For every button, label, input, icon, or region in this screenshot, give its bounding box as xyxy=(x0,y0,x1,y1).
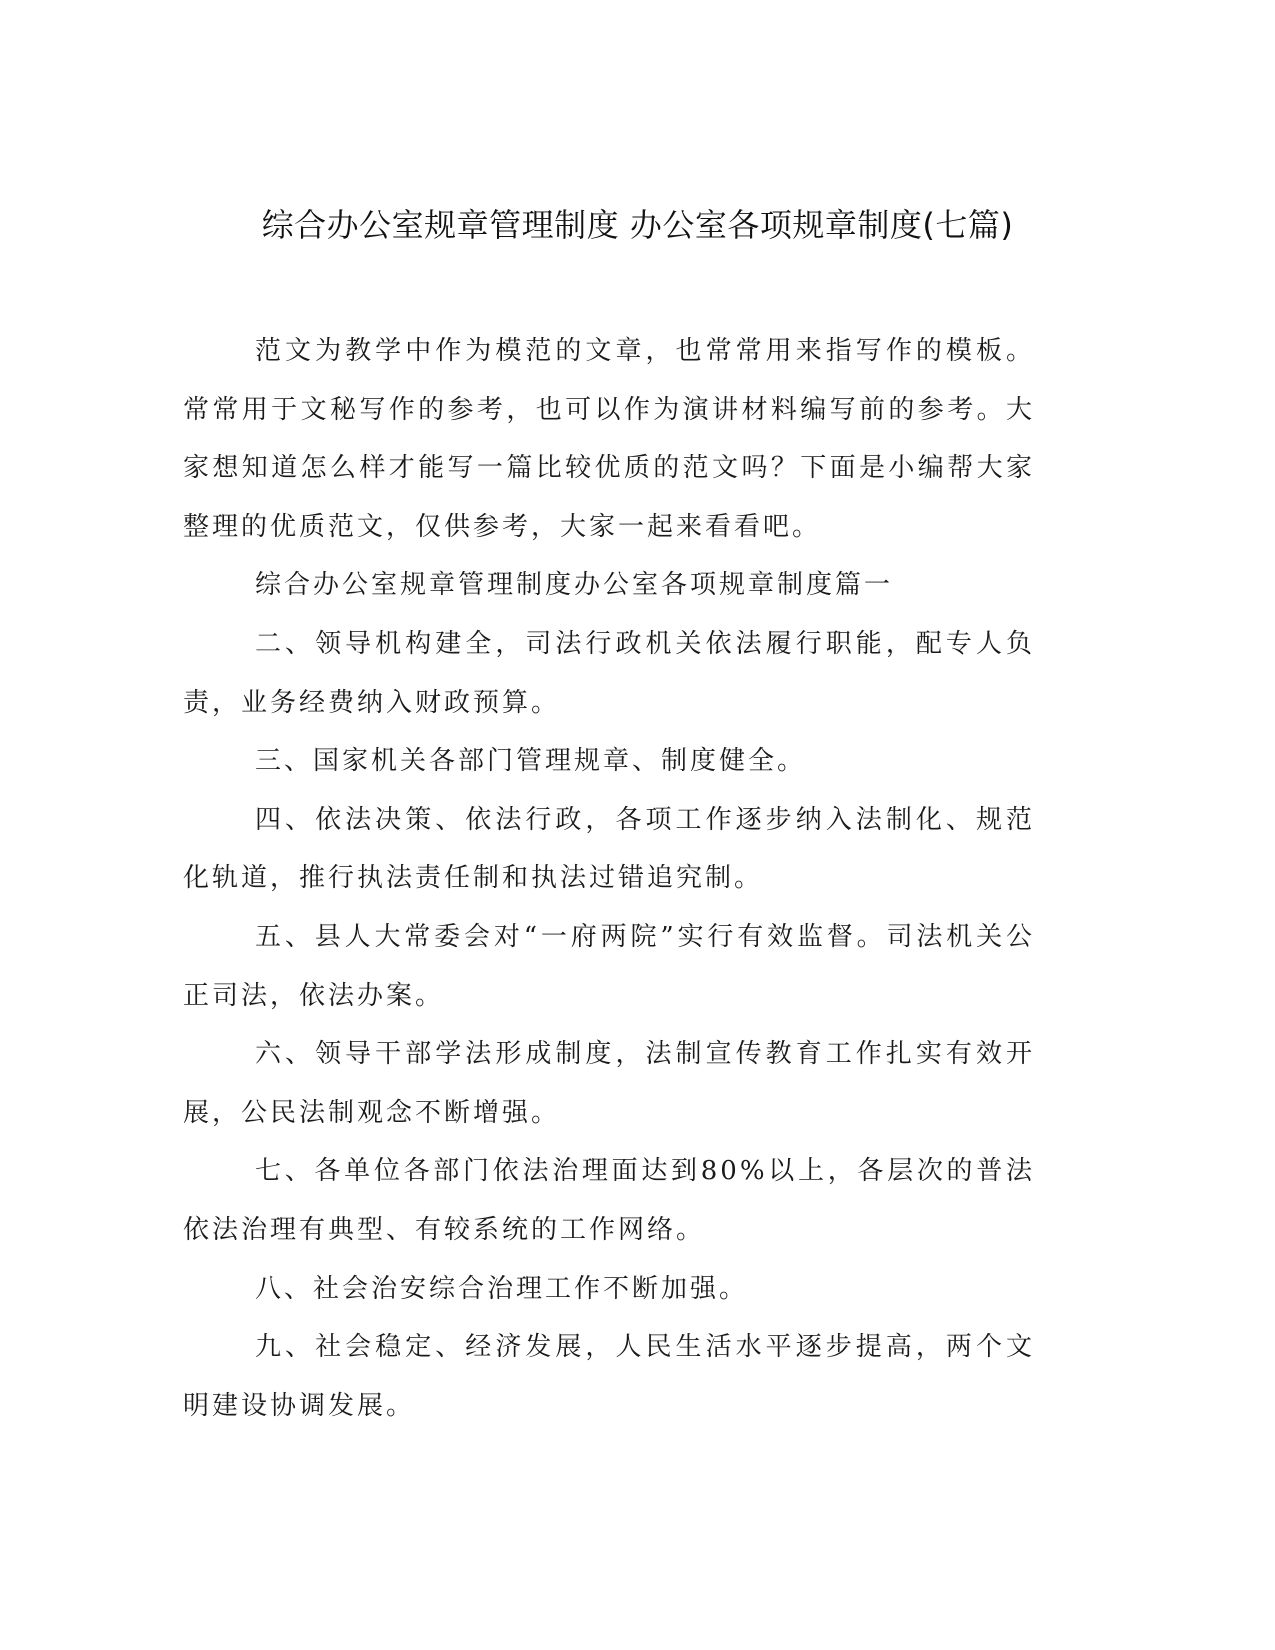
paragraph-item-6: 六、领导干部学法形成制度，法制宣传教育工作扎实有效开展，公民法制观念不断增强。 xyxy=(183,1039,1035,1128)
paragraph-item-3: 三、国家机关各部门管理规章、制度健全。 xyxy=(255,746,807,777)
paragraph-item-2: 二、领导机构建全，司法行政机关依法履行职能，配专人负责，业务经费纳入财政预算。 xyxy=(183,628,1035,718)
paragraph-item-7: 七、各单位各部门依法治理面达到80%以上，各层次的普法依法治理有典型、有较系统的工作网络。 xyxy=(183,1156,1035,1245)
document-body xyxy=(183,322,1035,1435)
paragraph-item-9: 九、社会稳定、经济发展，人民生活水平逐步提高，两个文明建设协调发展。 xyxy=(183,1332,1035,1421)
document-title: 综合办公室规章管理制度 办公室各项规章制度(七篇) xyxy=(261,206,1014,244)
paragraph-intro: 范文为教学中作为模范的文章，也常常用来指写作的模板。常常用于文秘写作的参考，也可以作为演讲材料编写前的参考。大家想知道怎么样才能写一篇比较优质的范文吗？下面是小编帮大家整理的优质范文，仅供参考，大家一起来看看吧。 xyxy=(183,336,1035,542)
paragraph-item-5: 五、县人大常委会对“一府两院”实行有效监督。司法机关公正司法，依法办案。 xyxy=(183,921,1035,1011)
paragraph-item-4: 四、依法决策、依法行政，各项工作逐步纳入法制化、规范化轨道，推行执法责任制和执法过错追究制。 xyxy=(183,804,1035,894)
paragraph-item-8: 八、社会治安综合治理工作不断加强。 xyxy=(255,1273,749,1304)
paragraph-section-heading: 综合办公室规章管理制度办公室各项规章制度篇一 xyxy=(255,570,894,601)
